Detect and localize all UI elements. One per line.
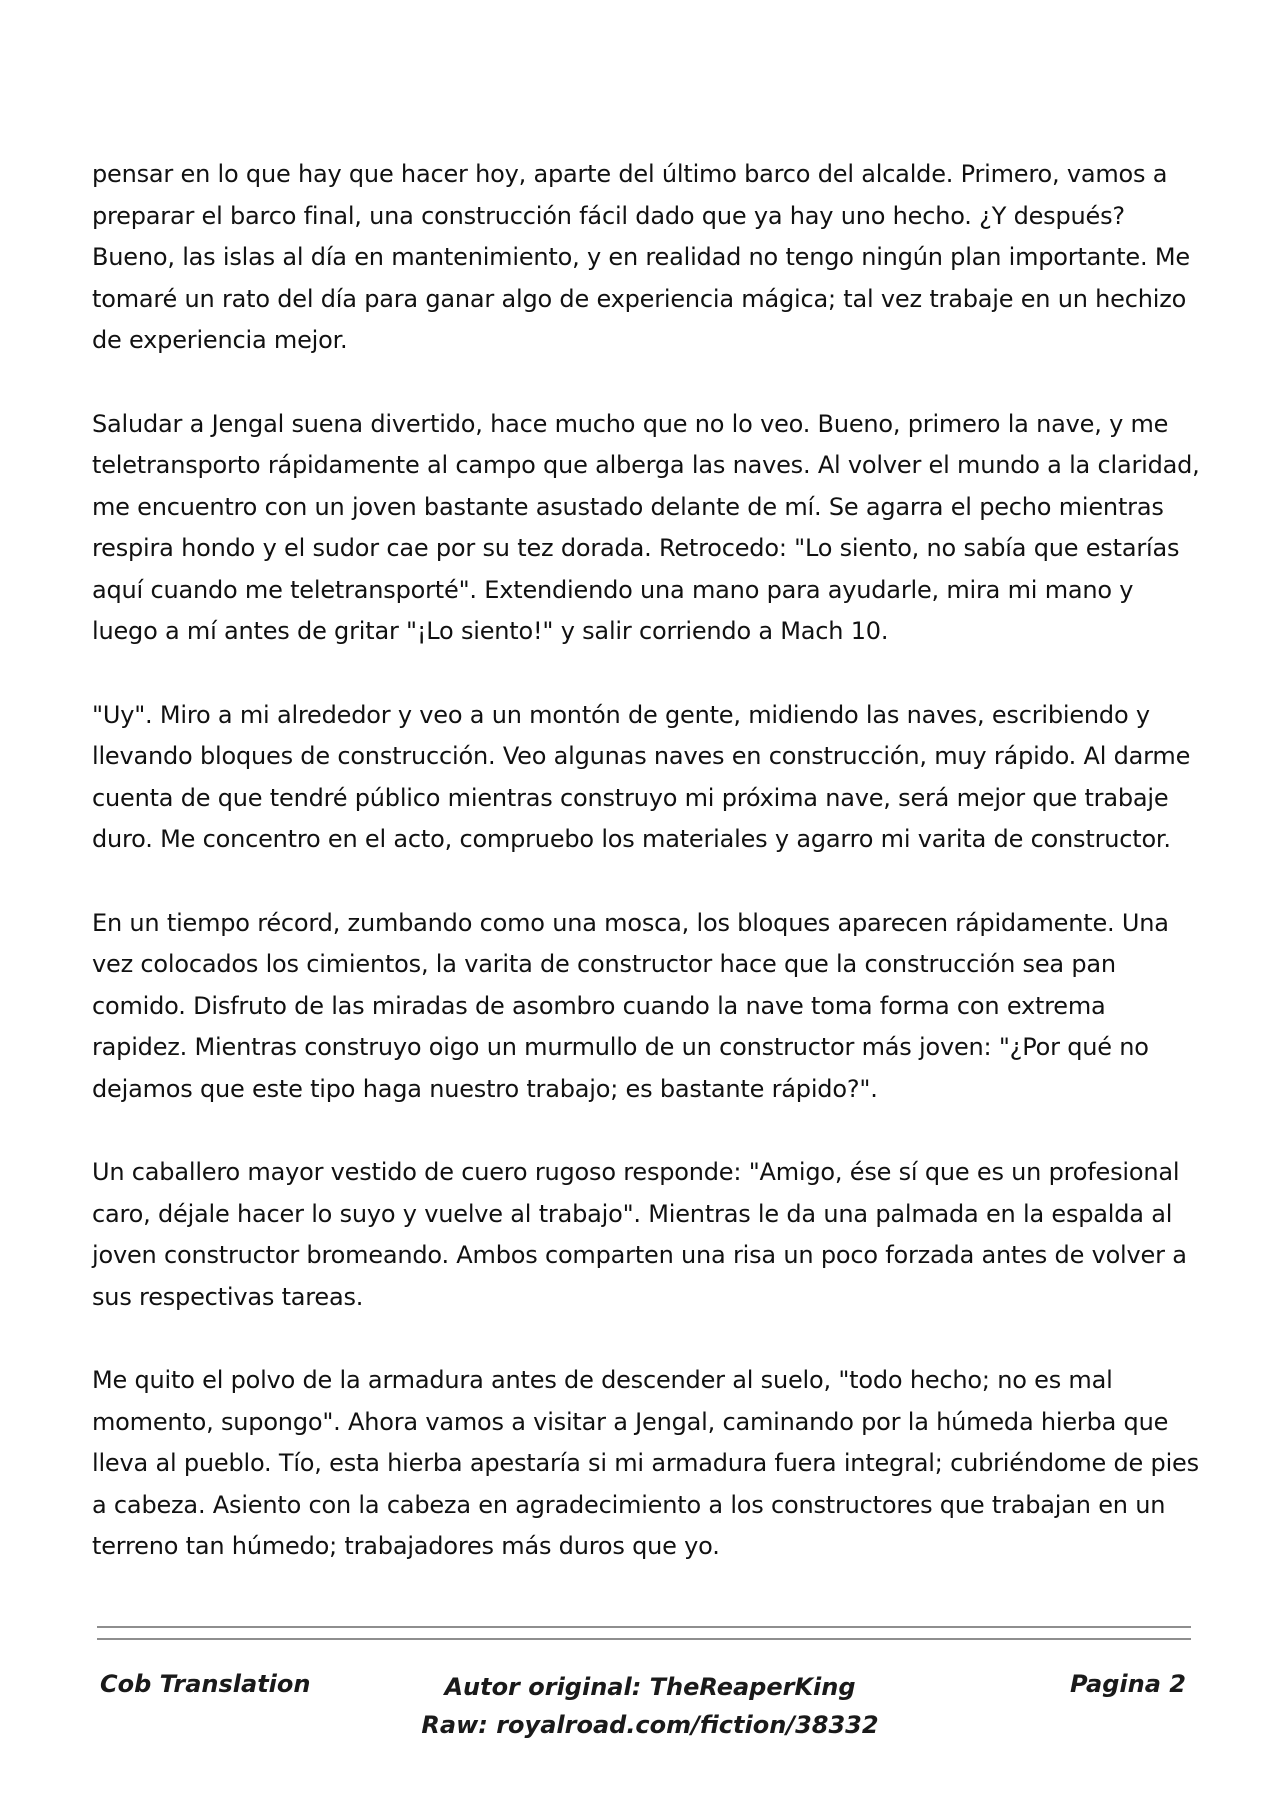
footer-translator: Cob Translation [100, 1670, 311, 1698]
paragraph: Saludar a Jengal suena divertido, hace mucho que no lo veo. Bueno, primero la nave, y me teletransporto rápidamente al campo que alberga las naves. Al volver el mundo a la claridad, me encuentro con un joven bastante asustado delante de mí. Se agarra el pecho mientras respira hondo y el sudor cae por su tez dorada. Retrocedo: "Lo siento, no sabía que estarías aquí cuando me teletransporté". Extendiendo una mano para ayudarle, mira mi mano y luego a mí antes de gritar "¡Lo siento!" y salir corriendo a Mach 10. [92, 409, 1200, 645]
footer-raw-source: Raw: royalroad.com/fiction/38332 [421, 1711, 879, 1739]
paragraph: Me quito el polvo de la armadura antes de descender al suelo, "todo hecho; no es mal momento, supongo". Ahora vamos a visitar a Jengal, caminando por la húmeda hierba que lleva al pueblo. Tío, esta hierba apestaría si mi armadura fuera integral; cubriéndome de pies a cabeza. Asiento con la cabeza en agradecimiento a los constructores que trabajan en un terreno tan húmedo; trabajadores más duros que yo. [92, 1366, 1199, 1560]
footer-author: Autor original: TheReaperKing [444, 1673, 856, 1701]
page-number: Pagina 2 [1070, 1670, 1186, 1698]
paragraph: Un caballero mayor vestido de cuero rugoso responde: "Amigo, ése sí que es un profesional caro, déjale hacer lo suyo y vuelve al trabajo". Mientras le da una palmada en la espalda al joven constructor bromeando. Ambos comparten una risa un poco forzada antes de volver a sus respectivas tareas. [92, 1158, 1187, 1311]
paragraph: "Uy". Miro a mi alrededor y veo a un montón de gente, midiendo las naves, escribiendo y llevando bloques de construcción. Veo algunas naves en construcción, muy rápido. Al darme cuenta de que tendré público mientras construyo mi próxima nave, será mejor que trabaje duro. Me concentro en el acto, compruebo los materiales y agarro mi varita de constructor. [92, 700, 1191, 853]
paragraph: pensar en lo que hay que hacer hoy, aparte del último barco del alcalde. Primero, vamos a preparar el barco final, una construcción fácil dado que ya hay uno hecho. ¿Y después? Bueno, las islas al día en mantenimiento, y en realidad no tengo ningún plan importante. Me tomaré un rato del día para ganar algo de experiencia mágica; tal vez trabaje en un hechizo de experiencia mejor. [92, 160, 1190, 354]
footer-credits [340, 1668, 960, 1744]
footer-divider-bottom [97, 1638, 1191, 1640]
paragraph: En un tiempo récord, zumbando como una mosca, los bloques aparecen rápidamente. Una vez colocados los cimientos, la varita de constructor hace que la construcción sea pan comido. Disfruto de las miradas de asombro cuando la nave toma forma con extrema rapidez. Mientras construyo oigo un murmullo de un constructor más joven: "¿Por qué no dejamos que este tipo haga nuestro trabajo; es bastante rápido?". [92, 908, 1169, 1103]
body-text [92, 154, 1200, 1610]
footer-divider-top [97, 1626, 1191, 1628]
